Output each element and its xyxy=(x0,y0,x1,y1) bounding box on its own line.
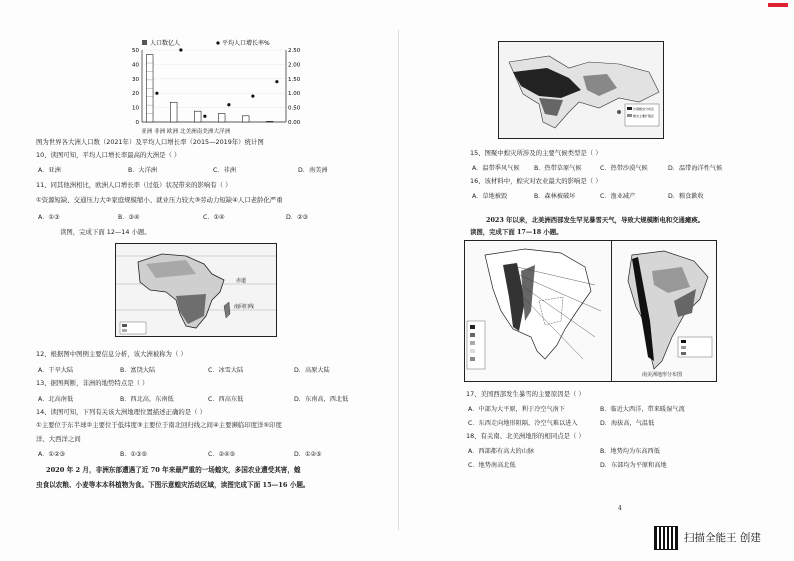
para-2020-line2: 虫食以农粮、小麦等本本科植物为食。下图示意蝗灾活动区域，读图完成下面 15—16 小题。 xyxy=(36,481,310,489)
q13-opt-d[interactable]: D．东南高，西北低 xyxy=(294,396,349,403)
dot-大洋洲 xyxy=(275,80,278,83)
right-page xyxy=(404,0,776,561)
q14-opt-b[interactable]: B．①③⑤ xyxy=(120,451,148,458)
scanner-watermark: 扫描全能王 创建 xyxy=(684,532,761,544)
left-page xyxy=(20,0,395,561)
page-divider xyxy=(398,30,399,530)
left-tick-label: 40 xyxy=(132,62,139,69)
tropic-label: 南回归线 xyxy=(234,304,255,310)
q16-opt-d[interactable]: D．粮食歉收 xyxy=(668,193,704,200)
q17-opt-c[interactable]: C．东西走向地形阻隔，冷空气难以进入 xyxy=(468,420,578,427)
q15: 15、图聚中蝗灾所涉及的主要气候类型是（ ） xyxy=(470,149,602,157)
q14-opt-a[interactable]: A．①②③ xyxy=(38,451,66,458)
south-america-map-svg xyxy=(612,241,716,381)
dot-非洲 xyxy=(179,48,182,51)
right-tick-label: 2.50 xyxy=(288,48,301,54)
q10-opt-a[interactable]: A．亚洲 xyxy=(38,167,61,174)
q17-opt-a[interactable]: A．中部为大平原，利于冷空气南下 xyxy=(468,406,566,413)
dot-南美洲 xyxy=(251,94,254,97)
legend-swatch xyxy=(142,40,147,45)
q14-opt-d[interactable]: D．①②⑤ xyxy=(294,451,322,458)
page-number: 4 xyxy=(618,505,622,512)
q16-opt-c[interactable]: C．渔业减产 xyxy=(600,193,636,200)
right-tick-label: 1.50 xyxy=(288,76,301,83)
locust-legend-2: 蝗灾主要扩散区 xyxy=(633,114,655,118)
q11-opt-d[interactable]: D．②③ xyxy=(286,214,309,221)
q11: 11、同其他洲相比，欧洲人口增长率（过低）状况带来的影响有（ ） xyxy=(36,181,232,189)
q17-opt-d[interactable]: D．海拔高，气温低 xyxy=(600,420,655,427)
intro-12-14: 读图，完成下面 12—14 小题。 xyxy=(60,228,151,236)
q17: 17、美国西部发生暴雪的主要原因是（ ） xyxy=(466,390,585,398)
q12-opt-a[interactable]: A．干旱大陆 xyxy=(38,367,74,374)
q10-opt-b[interactable]: B．大洋洲 xyxy=(128,167,157,174)
locust-map-svg xyxy=(499,42,663,138)
q10-opt-d[interactable]: D．南美洲 xyxy=(298,167,328,174)
dot-欧洲 xyxy=(203,115,206,118)
q13-opt-b[interactable]: B．西北高，东南低 xyxy=(120,396,174,403)
equator-label: 赤道 xyxy=(236,278,247,284)
q12-opt-d[interactable]: D．高原大陆 xyxy=(294,367,330,374)
q11-opt-a[interactable]: A．①③ xyxy=(38,214,60,221)
left-tick-label: 30 xyxy=(132,76,139,83)
q18-opt-b[interactable]: B．地势均为东高西低 xyxy=(600,448,660,455)
q12-opt-c[interactable]: C．冰雪大陆 xyxy=(208,367,244,374)
q16-opt-a[interactable]: A．草地被毁 xyxy=(472,193,508,200)
q13-opt-a[interactable]: A．北高南低 xyxy=(38,396,74,403)
right-tick-label: 0.50 xyxy=(288,105,301,112)
q12-opt-b[interactable]: B．富饶大陆 xyxy=(120,367,156,374)
para-2023-line1: 2023 年以来，北美洲西部发生罕见暴雪天气，导致大规模断电和交通瘫痪。 xyxy=(486,216,705,224)
q11-opt-c[interactable]: C．①④ xyxy=(203,214,225,221)
q13-opt-c[interactable]: C．西高东低 xyxy=(208,396,244,403)
para-2023-line2: 读图，完成下面 17—18 小题。 xyxy=(470,228,563,236)
bar-非洲 xyxy=(170,102,177,122)
bar-欧洲 xyxy=(194,111,201,122)
q15-opt-c[interactable]: C．热带沙漠气候 xyxy=(600,165,648,172)
q15-opt-a[interactable]: A．温带季风气候 xyxy=(472,165,520,172)
bar-大洋洲 xyxy=(266,121,273,122)
q18-opt-c[interactable]: C．地势南高北低 xyxy=(468,462,516,469)
left-tick-label: 0 xyxy=(135,120,139,126)
q11-opt-b[interactable]: B．③④ xyxy=(118,214,140,221)
q18: 18、有关南、北美洲地形的相同点是（ ） xyxy=(466,432,585,440)
legend-bar-label: 人口数亿人 xyxy=(150,40,181,47)
para-2020-line1: 2020 年 2 月，非洲东部遭遇了近 70 年来最严重的一场蝗灾，多国农业遭受其害，蝗 xyxy=(46,466,301,474)
left-tick-label: 10 xyxy=(132,105,139,112)
chart-axes xyxy=(132,48,301,126)
q11-line: ①资源短缺、交通压力大②家庭规模缩小、就业压力较大③劳动力短缺④人口老龄化严重 xyxy=(36,196,283,204)
south-america-caption: 南美洲地形分布图 xyxy=(642,372,683,378)
q16: 16、该材料中，蝗灾对农业最大的影响是（ ） xyxy=(470,177,602,185)
q12: 12、根据图中图例主要信息分析，该大洲被称为（ ） xyxy=(36,350,187,358)
q15-opt-b[interactable]: B．热带草原气候 xyxy=(534,165,582,172)
q10: 10、读图可知，平均人口增长率最高的大洲是（ ） xyxy=(36,151,181,159)
africa-map xyxy=(115,243,277,337)
bar-北美洲 xyxy=(218,114,225,122)
q16-opt-b[interactable]: B．森林被破坏 xyxy=(534,193,576,200)
legend-dot-label: 平均人口增长率% xyxy=(222,40,270,47)
q15-opt-d[interactable]: D．温带海洋性气候 xyxy=(668,165,723,172)
population-chart xyxy=(120,38,310,128)
x-axis-label: 亚洲 非洲 欧洲 北美洲南美洲大洋洲 xyxy=(141,129,231,135)
right-tick-label: 0.00 xyxy=(288,120,301,126)
left-tick-label: 50 xyxy=(132,48,139,54)
q13: 13、据图判断，非洲的地势特点是（ ） xyxy=(36,379,149,387)
north-america-map xyxy=(464,240,612,382)
chart-caption: 图为世界各大洲人口数（2021年）及平均人口增长率（2015—2019年）统计图 xyxy=(36,138,264,146)
locust-legend-1: 沙漠蝗虫分布区 xyxy=(633,107,655,111)
q10-opt-c[interactable]: C．非洲 xyxy=(213,167,236,174)
legend-dot xyxy=(216,41,219,44)
q14-line1: ①主要位于东半球②主要位于低纬度③主要位于南北回归线之间④主要濒临印度洋⑤印度 xyxy=(36,421,282,429)
q14: 14、读图可知，下列有关该大洲地理位置描述正确的是（ ） xyxy=(36,408,206,416)
q17-opt-b[interactable]: B．临近大西洋，带来暖湿气流 xyxy=(600,406,685,413)
dot-北美洲 xyxy=(227,103,230,106)
locust-map xyxy=(498,41,664,139)
q14-opt-c[interactable]: C．②④⑤ xyxy=(208,451,236,458)
left-tick-label: 20 xyxy=(132,91,139,98)
q18-opt-a[interactable]: A．西部都有高大的山脉 xyxy=(468,448,535,455)
south-america-map xyxy=(611,240,717,382)
africa-map-svg xyxy=(116,244,276,336)
q18-opt-d[interactable]: D．东部均为平原和高地 xyxy=(600,462,667,469)
chart-bars xyxy=(146,55,273,122)
bar-南美洲 xyxy=(242,116,249,122)
right-tick-label: 2.00 xyxy=(288,62,301,69)
dot-亚洲 xyxy=(155,92,158,95)
north-america-map-svg xyxy=(465,241,611,381)
qr-code-icon xyxy=(654,526,678,550)
q14-line2: 洋、大西洋之间 xyxy=(36,435,81,443)
right-tick-label: 1.00 xyxy=(288,91,301,98)
